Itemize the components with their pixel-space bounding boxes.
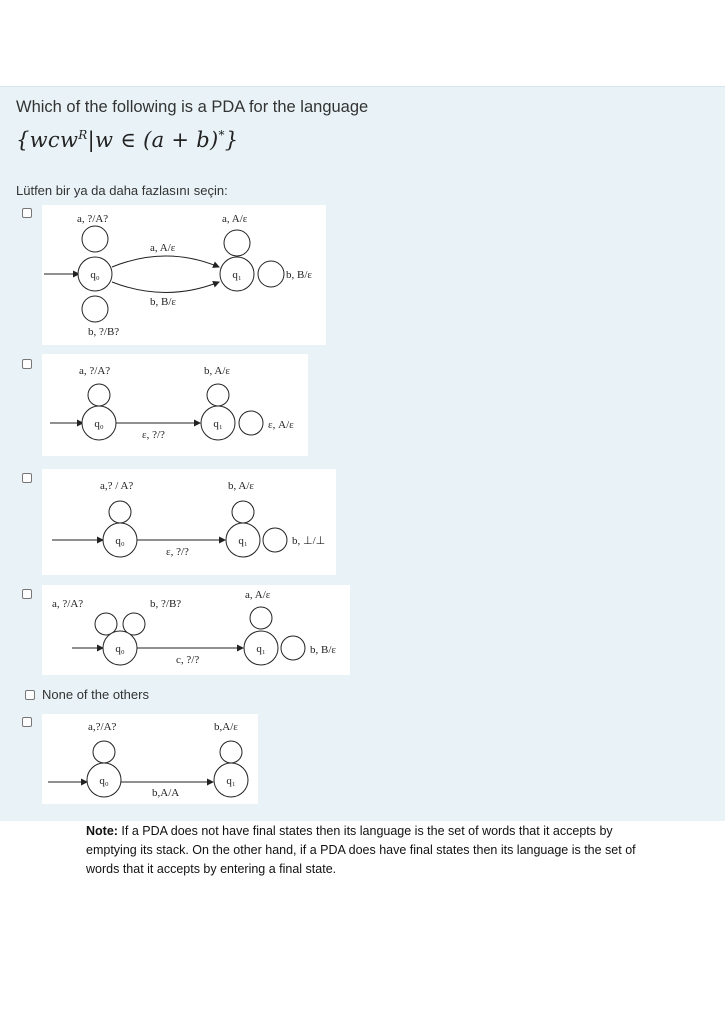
o4-edge-label: c, ?/? <box>176 654 200 666</box>
o1-loop-q1-right-label: b, B/ε <box>286 269 313 281</box>
o1-edge-top <box>112 256 219 267</box>
o1-state-q0-label: q₀ <box>90 269 100 281</box>
o6-state-q0-label: q₀ <box>99 775 109 787</box>
o1-loop-q1-right <box>258 261 284 287</box>
o2-edge-label: ε, ?/? <box>142 429 165 441</box>
o1-loop-q0-top <box>82 226 108 252</box>
o1-loop-q0-bottom <box>82 296 108 322</box>
o4-loop-q1-top <box>250 607 272 629</box>
o4-loop-q1-right-label: b, B/ε <box>310 644 337 656</box>
o6-edge-label: b,A/A <box>152 787 180 799</box>
o4-loop-q1-top-label: a, A/ε <box>245 589 271 601</box>
o1-edge-bottom <box>112 282 219 293</box>
o6-loop-q0-top-label: a,?/A? <box>88 721 117 733</box>
option-5-checkbox[interactable] <box>25 690 35 700</box>
o6-loop-q1-top <box>220 741 242 763</box>
o4-loop-q1-right <box>281 636 305 660</box>
language-expression <box>16 128 238 152</box>
option-4-diagram <box>42 585 350 675</box>
o2-state-q0-label: q₀ <box>94 418 104 430</box>
note-body: If a PDA does not have final states then its language is the set of words that it accepts by emptying its stack. On the other hand, if a PDA does have final states then its language is the set of words that it accepts by entering a final state. <box>86 824 636 876</box>
o6-loop-q0-top <box>93 741 115 763</box>
o2-loop-q0-top <box>88 384 110 406</box>
o6-loop-q1-top-label: b,A/ε <box>214 721 238 733</box>
o2-state-q1-label: q₁ <box>213 418 223 430</box>
o6-state-q1-label: q₁ <box>226 775 236 787</box>
option-1-diagram <box>42 205 326 345</box>
instruction-text: Lütfen bir ya da daha fazlasını seçin: <box>16 183 228 198</box>
o1-loop-q0-top-label: a, ?/A? <box>77 213 109 225</box>
option-5-label: None of the others <box>42 687 149 702</box>
o4-state-q1-label: q₁ <box>256 643 266 655</box>
o1-edge-bottom-label: b, B/ε <box>150 296 177 308</box>
o3-edge-label: ε, ?/? <box>166 546 189 558</box>
o2-loop-q1-top-label: b, A/ε <box>204 365 231 377</box>
option-2-diagram <box>42 354 308 456</box>
o2-loop-q1-right <box>239 411 263 435</box>
o3-loop-q0-top-label: a,? / A? <box>100 480 134 492</box>
lang-part-mid: |w ∈ (a + b) <box>87 128 219 152</box>
o3-loop-q0-top <box>109 501 131 523</box>
note-text <box>86 822 646 879</box>
o1-state-q1-label: q₁ <box>232 269 242 281</box>
option-6-checkbox[interactable] <box>22 717 32 727</box>
o3-loop-q1-top <box>232 501 254 523</box>
o1-loop-q0-bottom-label: b, ?/B? <box>88 326 120 338</box>
o3-loop-q1-top-label: b, A/ε <box>228 480 255 492</box>
o3-loop-q1-right-label: b, ⊥/⊥ <box>292 535 326 547</box>
o2-loop-q1-top <box>207 384 229 406</box>
o4-state-q0-label: q₀ <box>115 643 125 655</box>
o1-loop-q1-top-label: a, A/ε <box>222 213 248 225</box>
o2-loop-q0-top-label: a, ?/A? <box>79 365 111 377</box>
option-1-checkbox[interactable] <box>22 208 32 218</box>
option-3-diagram <box>42 469 336 575</box>
lang-part-open: {wcw <box>16 128 79 152</box>
o2-loop-q1-right-label: ε, A/ε <box>268 419 294 431</box>
o4-loop-q0-left-label: a, ?/A? <box>52 598 84 610</box>
o3-loop-q1-right <box>263 528 287 552</box>
o3-state-q0-label: q₀ <box>115 535 125 547</box>
option-2-checkbox[interactable] <box>22 359 32 369</box>
question-text: Which of the following is a PDA for the language <box>16 98 369 116</box>
lang-part-close: } <box>224 128 239 152</box>
option-4-checkbox[interactable] <box>22 589 32 599</box>
o3-state-q1-label: q₁ <box>238 535 248 547</box>
o4-loop-q0-right-label: b, ?/B? <box>150 598 182 610</box>
lang-sup-r: R <box>78 128 88 142</box>
note-bold: Note: <box>86 824 118 838</box>
option-6-diagram <box>42 714 258 804</box>
option-3-checkbox[interactable] <box>22 473 32 483</box>
o1-edge-top-label: a, A/ε <box>150 242 176 254</box>
o1-loop-q1-top <box>224 230 250 256</box>
lang-sup-star: * <box>218 128 225 142</box>
